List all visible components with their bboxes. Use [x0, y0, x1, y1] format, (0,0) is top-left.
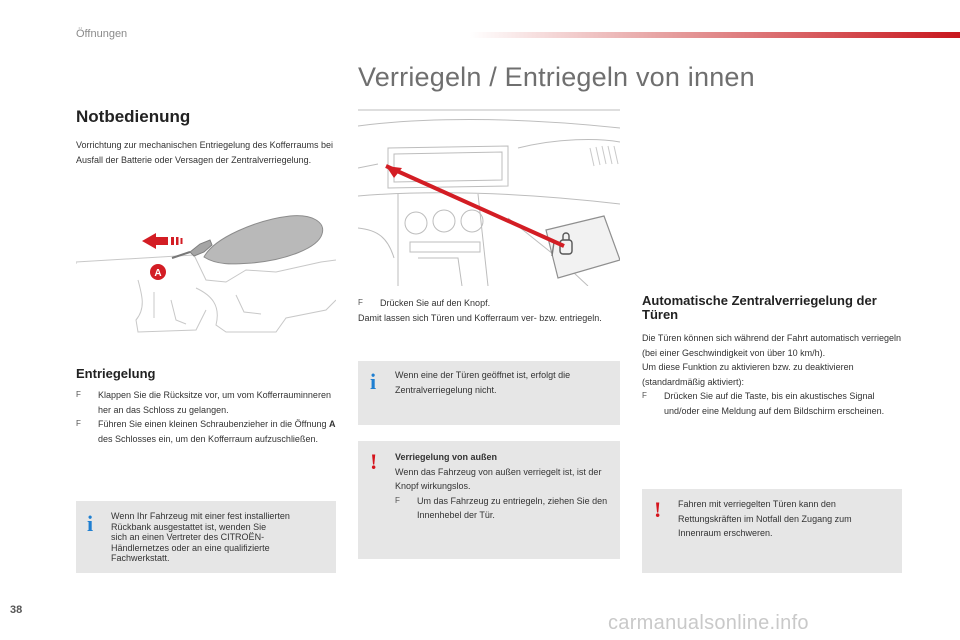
section-label: Öffnungen — [76, 28, 128, 40]
list-item: F Um das Fahrzeug zu entriegeln, ziehen Sie den Innenhebel der Tür. — [395, 495, 608, 520]
warning-box-rescue: ! Fahren mit verriegelten Türen kann den Rettungskräften im Notfall den Zugang zum Innenraum erschweren. — [642, 489, 902, 573]
lock-button-closeup — [546, 216, 620, 278]
info-box-seat-text: Wenn Ihr Fahrzeug mit einer fest installierten Rückbank ausgestattet ist, wenden Sie sich an einen Vertreter des CITROËN- Händlernetzes oder an eine qualifizierte Fachwerkstatt. — [111, 511, 290, 563]
warning-box-outside-lock: ! Verriegelung von außen Wenn das Fahrzeug von außen verriegelt ist, ist der Knopf wirkungslos. F Um das Fahrzeug zu entriegeln, ziehen Sie den Innenhebel der Tür. — [358, 441, 620, 559]
info-box-door-open: i Wenn eine der Türen geöffnet ist, erfolgt die Zentralverriegelung nicht. — [358, 361, 620, 425]
watermark: carmanualsonline.info — [608, 612, 809, 634]
list-item: F Drücken Sie auf den Knopf. — [358, 296, 620, 311]
bullet-marker: F — [358, 298, 363, 307]
info-box-seat — [76, 501, 336, 573]
warning-icon: ! — [654, 497, 662, 522]
notbedienung-heading: Notbedienung — [76, 107, 191, 126]
info-icon: i — [87, 511, 94, 536]
marker-a-label: A — [154, 268, 162, 279]
list-item: F Drücken Sie auf die Taste, bis ein akustisches Signal und/oder eine Meldung auf dem Bildschirm erscheinen. — [642, 391, 885, 416]
bullet-marker: F — [76, 419, 81, 428]
page-number: 38 — [10, 604, 23, 616]
page-title: Verriegeln / Entriegeln von innen — [358, 62, 755, 92]
notbedienung-text: Vorrichtung zur mechanischen Entriegelung des Kofferraums bei Ausfall der Batterie oder Versagen der Zentralverriegelung. — [76, 140, 333, 165]
list-item: F Führen Sie einen kleinen Schraubenzieher in die Öffnung A des Schlosses ein, um den Kofferraum aufzuschließen. — [76, 419, 336, 444]
bullet-marker: F — [76, 390, 81, 399]
info-icon: i — [370, 369, 377, 394]
automatik-text: Die Türen können sich während der Fahrt automatisch verriegeln (bei einer Geschwindigkeit von über 10 km/h). Um diese Funktion zu aktivieren bzw. zu deaktivieren (standardmäßig aktiviert): F Drücken Sie auf die Taste, bis ein akustisches Signal und/oder eine Meldung auf dem Bildschirm erscheinen. — [642, 331, 904, 418]
emergency-release-illustration — [76, 200, 336, 342]
warning-icon: ! — [370, 449, 378, 474]
header-accent-bar — [470, 32, 960, 38]
automatik-heading: Automatische Zentralverriegelung der Türen — [642, 293, 877, 322]
bullet-marker: F — [395, 495, 400, 505]
dashboard-illustration — [358, 108, 620, 286]
list-item: F Klappen Sie die Rücksitze vor, um vom Kofferrauminneren her an das Schloss zu gelangen. — [76, 390, 331, 415]
entriegelung-heading: Entriegelung — [76, 366, 156, 381]
entriegelung-list — [76, 388, 338, 446]
knopf-text: F Drücken Sie auf den Knopf. Damit lassen sich Türen und Kofferraum ver- bzw. entriegeln. — [358, 296, 620, 325]
bullet-marker: F — [642, 391, 647, 400]
